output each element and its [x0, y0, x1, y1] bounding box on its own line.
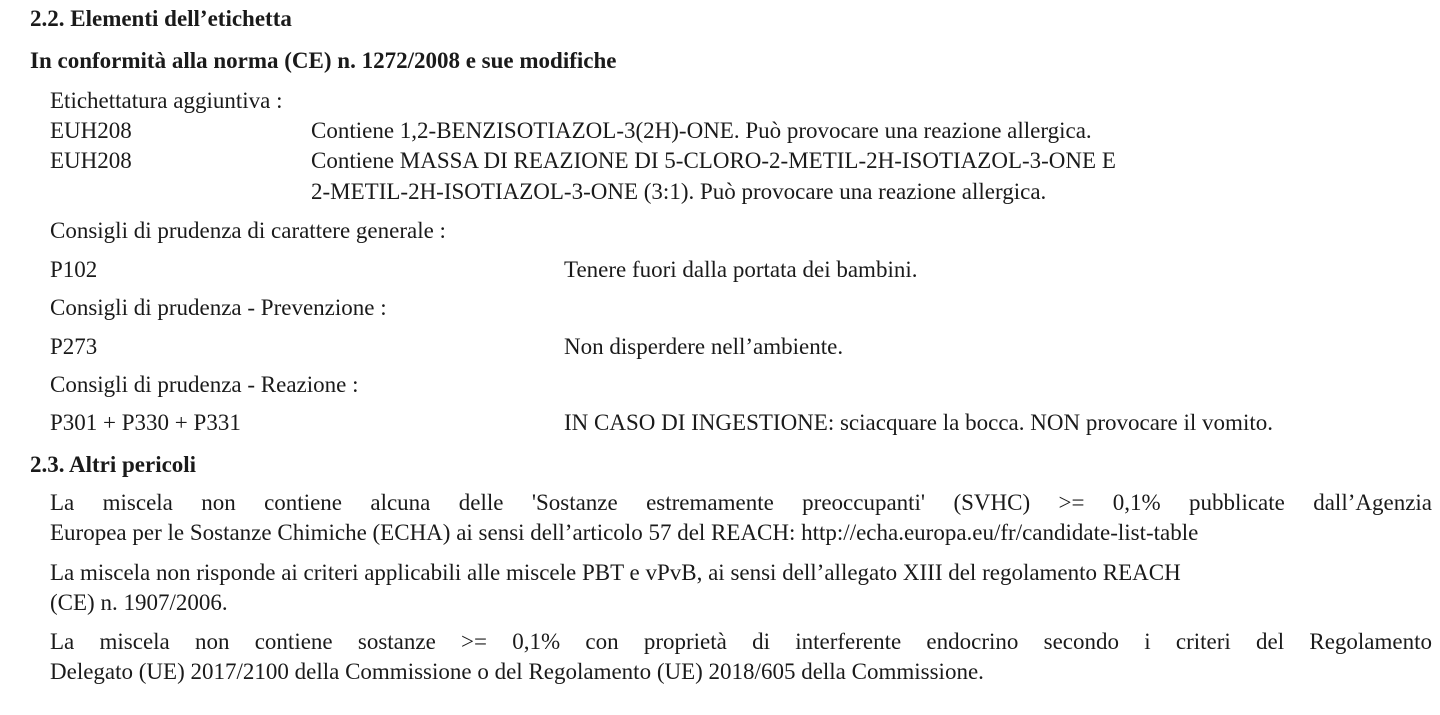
- endocrine-paragraph-line: La miscela non contiene sostanze >= 0,1% con proprietà di interferente endocrino secondo i criteri del Regolamento: [50, 629, 1432, 654]
- precautionary-code: P102: [50, 257, 98, 282]
- euh-code: EUH208: [50, 148, 132, 173]
- svhc-paragraph-line: Europea per le Sostanze Chimiche (ECHA) ai sensi dell’articolo 57 del REACH: http://echa.europa.eu/fr/candidate-list-table: [50, 520, 1199, 545]
- precautionary-statement: IN CASO DI INGESTIONE: sciacquare la bocca. NON provocare il vomito.: [564, 410, 1273, 435]
- section-2-2-title: 2.2. Elementi dell’etichetta: [30, 6, 292, 31]
- precautionary-code: P273: [50, 334, 98, 359]
- euh-code: EUH208: [50, 118, 132, 143]
- prevention-heading: Consigli di prudenza - Prevenzione :: [50, 295, 387, 320]
- pbt-paragraph-line: La miscela non risponde ai criteri applicabili alle miscele PBT e vPvB, ai sensi dell’allegato XIII del regolamento REACH: [50, 560, 1181, 585]
- additional-labelling-heading: Etichettatura aggiuntiva :: [50, 88, 283, 113]
- precautionary-statement: Non disperdere nell’ambiente.: [564, 334, 844, 359]
- svhc-paragraph-line: La miscela non contiene alcuna delle 'Sostanze estremamente preoccupanti' (SVHC) >= 0,1% pubblicate dall’Agenzia: [50, 490, 1432, 515]
- euh-statement: Contiene 1,2-BENZISOTIAZOL-3(2H)-ONE. Può provocare una reazione allergica.: [311, 118, 1092, 143]
- euh-statement-continued: 2-METIL-2H-ISOTIAZOL-3-ONE (3:1). Può provocare una reazione allergica.: [311, 179, 1047, 204]
- regulation-subtitle: In conformità alla norma (CE) n. 1272/2008 e sue modifiche: [30, 48, 617, 73]
- section-2-3-title: 2.3. Altri pericoli: [30, 452, 197, 477]
- pbt-paragraph-line: (CE) n. 1907/2006.: [50, 590, 228, 615]
- precautionary-statement: Tenere fuori dalla portata dei bambini.: [564, 257, 918, 282]
- reaction-heading: Consigli di prudenza - Reazione :: [50, 372, 359, 397]
- precautionary-code: P301 + P330 + P331: [50, 410, 241, 435]
- general-precautionary-heading: Consigli di prudenza di carattere generale :: [50, 218, 446, 243]
- endocrine-paragraph-line: Delegato (UE) 2017/2100 della Commissione o del Regolamento (UE) 2018/605 della Commissione.: [50, 659, 984, 684]
- euh-statement: Contiene MASSA DI REAZIONE DI 5-CLORO-2-METIL-2H-ISOTIAZOL-3-ONE E: [311, 148, 1116, 173]
